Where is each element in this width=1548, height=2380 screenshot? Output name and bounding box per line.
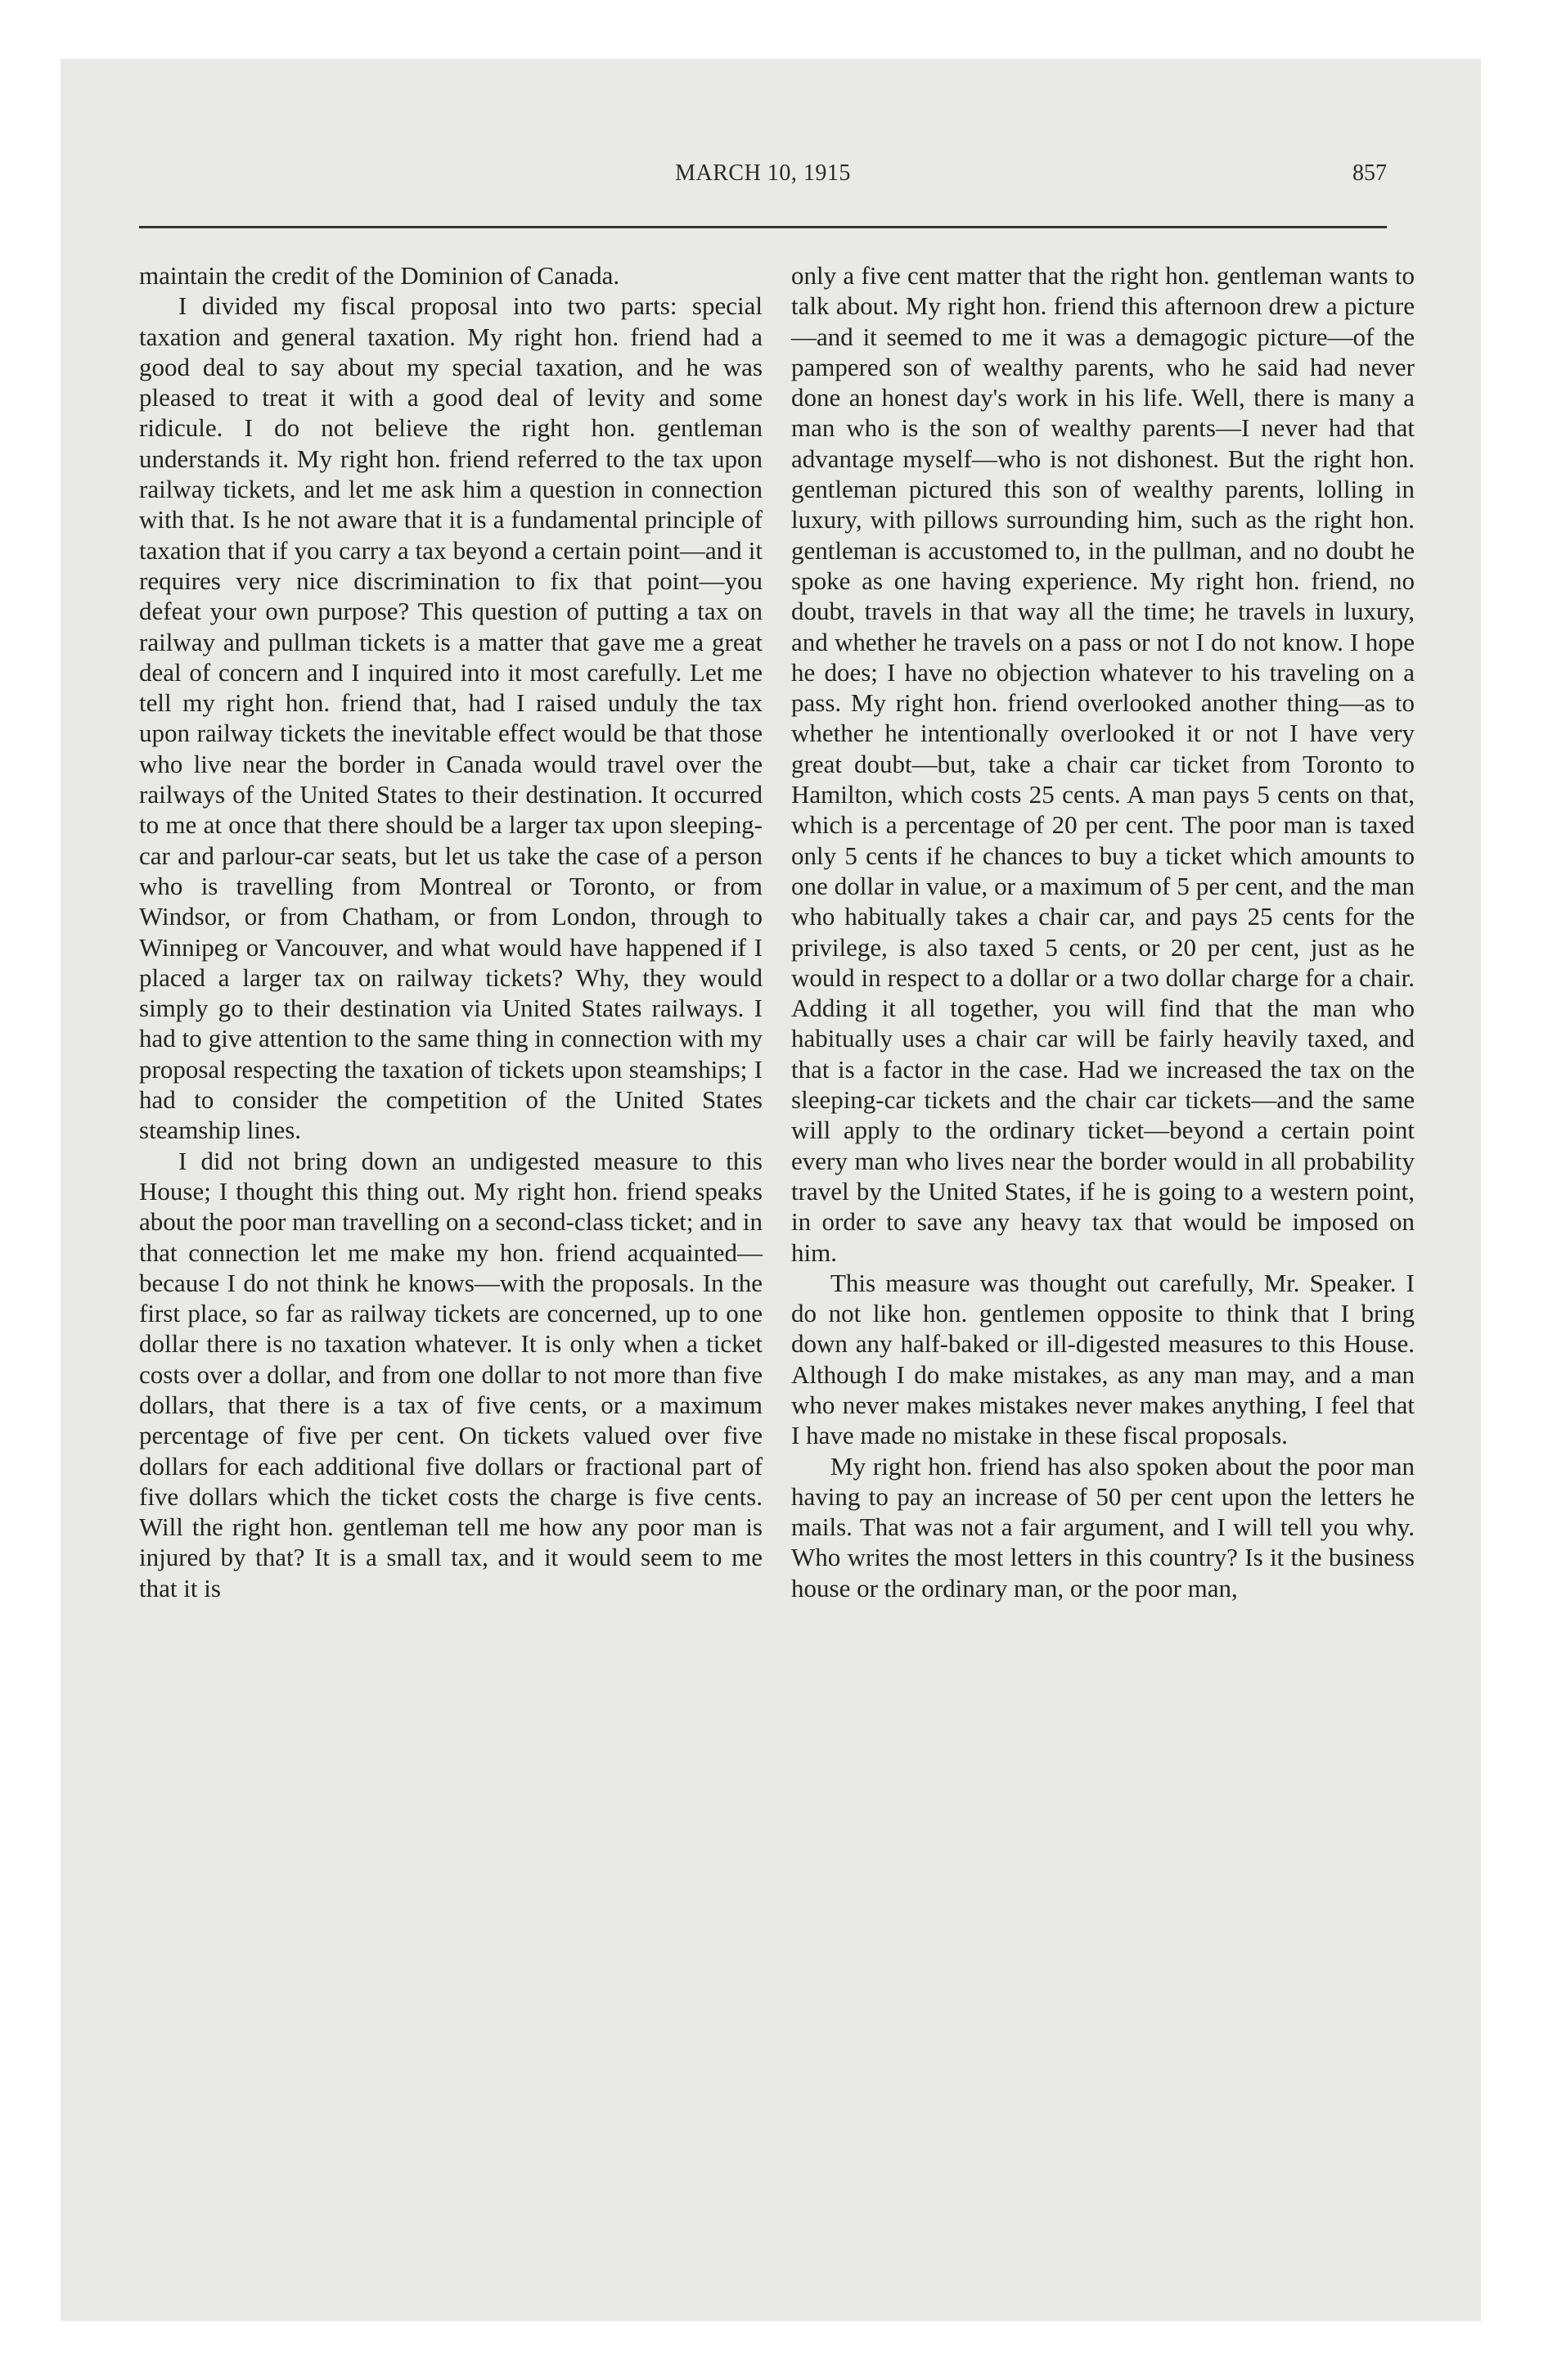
header-date: MARCH 10, 1915 <box>675 160 851 186</box>
paragraph: I divided my fiscal proposal into two parts: special taxation and general taxation. My right hon. friend had a good deal to say about my special taxation, and he was pleased to treat it with a good deal of levity and some ridicule. I do not believe the right hon. gentleman understands it. My right hon. friend referred to the tax upon railway tickets, and let me ask him a question in connection with that. Is he not aware that it is a fundamental principle of taxation that if you carry a tax beyond a certain point—and it requires very nice discrimination to fix that point—you defeat your own purpose? This question of putting a tax on railway and pullman tickets is a matter that gave me a great deal of concern and I inquired into it most carefully. Let me tell my right hon. friend that, had I raised unduly the tax upon railway tickets the inevitable effect would be that those who live near the border in Canada would travel over the railways of the United States to their destination. It occurred to me at once that there should be a larger tax upon sleeping-car and parlour-car seats, but let us take the case of a person who is travelling from Montreal or Toronto, or from Windsor, or from Chatham, or from London, through to Winnipeg or Vancouver, and what would have happened if I placed a larger tax on railway tickets? Why, they would simply go to their destination via United States railways. I had to give attention to the same thing in connection with my proposal respecting the taxation of tickets upon steamships; I had to consider the competition of the United States steamship lines. <box>139 291 763 1145</box>
page-header <box>139 160 1387 193</box>
paragraph: I did not bring down an undigested measure to this House; I thought this thing out. My right hon. friend speaks about the poor man travelling on a second-class ticket; and in that connection let me make my hon. friend acquainted—because I do not think he knows—with the proposals. In the first place, so far as railway tickets are concerned, up to one dollar there is no taxation whatever. It is only when a ticket costs over a dollar, and from one dollar to not more than five dollars, that there is a tax of five cents, or a maximum percentage of five per cent. On tickets valued over five dollars for each additional five dollars or fractional part of five dollars which the ticket costs the charge is five cents. Will the right hon. gentleman tell me how any poor man is injured by that? It is a small tax, and it would seem to me that it is <box>139 1146 763 1602</box>
paragraph: maintain the credit of the Dominion of Canada. <box>139 261 620 290</box>
paragraph: only a five cent matter that the right hon. gentleman wants to talk about. My right hon. friend this afternoon drew a picture—and it seemed to me it was a demagogic picture—of the pampered son of wealthy parents, who he said had never done an honest day's work in his life. Well, there is many a man who is the son of wealthy parents—I never had that advantage myself—who is not dishonest. But the right hon. gentleman pictured this son of wealthy parents, lolling in luxury, with pillows surrounding him, such as the right hon. gentleman is accustomed to, in the pullman, and no doubt he spoke as one having experience. My right hon. friend, no doubt, travels in that way all the time; he travels in luxury, and whether he travels on a pass or not I do not know. I hope he does; I have no objection whatever to his traveling on a pass. My right hon. friend overlooked another thing—as to whether he intentionally overlooked it or not I have very great doubt—but, take a chair car ticket from Toronto to Hamilton, which costs 25 cents. A man pays 5 cents on that, which is a percentage of 20 per cent. The poor man is taxed only 5 cents if he chances to buy a ticket which amounts to one dollar in value, or a maximum of 5 per cent, and the man who habitually takes a chair car, and pays 25 cents for the privilege, is also taxed 5 cents, or 20 per cent, just as he would in respect to a dollar or a two dollar charge for a chair. Adding it all together, you will find that the man who habitually uses a chair car will be fairly heavily taxed, and that is a factor in the case. Had we increased the tax on the sleeping-car tickets and the chair car tickets—and the same will apply to the ordinary ticket—beyond a certain point every man who lives near the border would in all probability travel by the United States, if he is going to a western point, in order to save any heavy tax that would be imposed on him. <box>791 261 1415 1267</box>
paragraph: This measure was thought out carefully, Mr. Speaker. I do not like hon. gentlemen opposite to think that I bring down any half-baked or ill-digested measures to this House. Although I do make mistakes, as any man may, and a man who never makes mistakes never makes anything, I feel that I have made no mistake in these fiscal proposals. <box>791 1268 1415 1450</box>
paragraph: My right hon. friend has also spoken about the poor man having to pay an increase of 50 per cent upon the letters he mails. That was not a fair argument, and I will tell you why. Who writes the most letters in this country? Is it the business house or the ordinary man, or the poor man, <box>791 1451 1415 1602</box>
header-rule <box>139 226 1387 228</box>
left-column <box>139 260 763 1603</box>
page-number: 857 <box>1352 160 1387 186</box>
right-column <box>791 260 1415 1603</box>
